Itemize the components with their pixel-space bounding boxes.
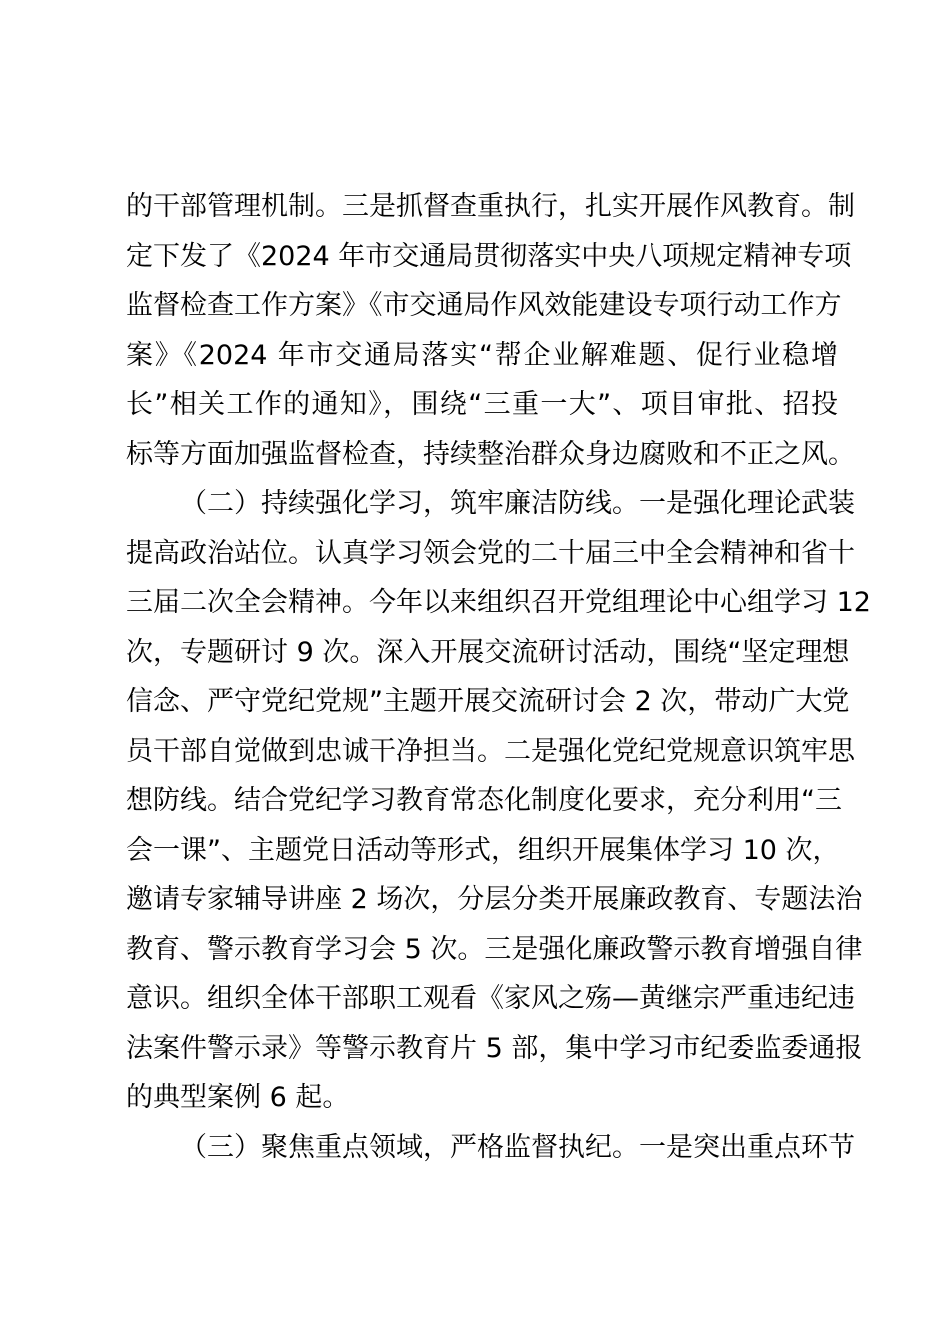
text-line: 的干部管理机制。三是抓督查重执行，扎实开展作风教育。制 xyxy=(126,191,855,222)
section-heading-line: （三）聚焦重点领域，严格监督执纪。一是突出重点环节 xyxy=(180,1131,855,1163)
section-heading-line: （二）持续强化学习，筑牢廉洁防线。一是强化理论武装 xyxy=(180,488,855,519)
text-line: 教育、警示教育学习会 5 次。三是强化廉政警示教育增强自律 xyxy=(126,933,863,965)
text-line: 邀请专家辅导讲座 2 场次，分层分类开展廉政教育、专题法治 xyxy=(126,884,863,915)
text-line: 提高政治站位。认真学习领会党的二十届三中全会精神和省十 xyxy=(126,537,855,569)
text-line: 定下发了《2024 年市交通局贯彻落实中央八项规定精神专项 xyxy=(126,240,852,272)
text-line: 会一课”、主题党日活动等形式，组织开展集体学习 10 次， xyxy=(126,834,840,866)
text-line: 三届二次全会精神。今年以来组织召开党组理论中心组学习 12 xyxy=(126,587,871,618)
text-line: 案》《2024 年市交通局落实“帮企业解难题、促行业稳增 xyxy=(126,339,838,371)
text-line: 长”相关工作的通知》，围绕“三重一大”、项目审批、招投 xyxy=(126,389,838,420)
text-line: 标等方面加强监督检查，持续整治群众身边腐败和不正之风。 xyxy=(126,438,855,470)
text-line: 信念、严守党纪党规”主题开展交流研讨会 2 次，带动广大党 xyxy=(126,686,850,717)
text-line: 的典型案例 6 起。 xyxy=(126,1082,350,1113)
text-line: 监督检查工作方案》《市交通局作风效能建设专项行动工作方 xyxy=(126,290,842,321)
text-line: 员干部自觉做到忠诚干净担当。二是强化党纪党规意识筑牢思 xyxy=(126,735,855,767)
text-line: 想防线。结合党纪学习教育常态化制度化要求，充分利用“三 xyxy=(126,785,842,816)
body-text xyxy=(126,182,871,1172)
text-line: 法案件警示录》等警示教育片 5 部，集中学习市纪委监委通报 xyxy=(126,1032,863,1064)
text-line: 意识。组织全体干部职工观看《家风之殇—黄继宗严重违纪违 xyxy=(126,983,855,1014)
text-line: 次，专题研讨 9 次。深入开展交流研讨活动，围绕“坚定理想 xyxy=(126,636,850,668)
